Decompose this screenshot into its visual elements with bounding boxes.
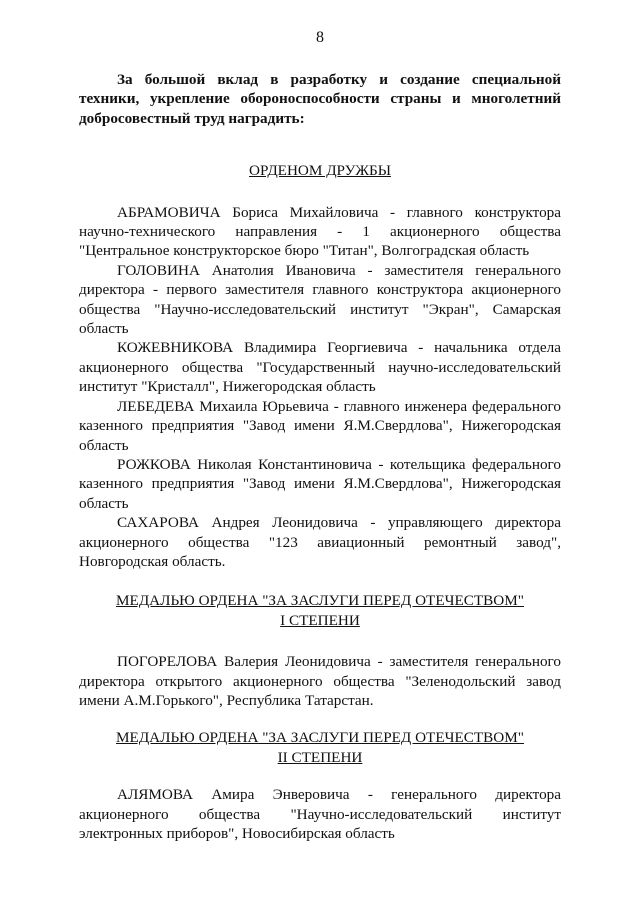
section-heading-order-of-friendship: [79, 161, 561, 180]
award-entry: АБРАМОВИЧА Бориса Михайловича - главного конструктора научно-технического направления - 1 акционерного общества "Центральное конструкторское бюро "Титан", Волгоградская область: [79, 203, 561, 260]
award-entry: ГОЛОВИНА Анатолия Ивановича - заместителя генерального директора - первого заместителя главного конструктора акционерного общества "Научно-исследовательский институт "Экран", Самарская область: [79, 261, 561, 338]
heading-line: МЕДАЛЬЮ ОРДЕНА "ЗА ЗАСЛУГИ ПЕРЕД ОТЕЧЕСТВОМ": [116, 592, 524, 610]
section-heading-medal-second-degree: [79, 728, 561, 767]
heading-line: МЕДАЛЬЮ ОРДЕНА "ЗА ЗАСЛУГИ ПЕРЕД ОТЕЧЕСТВОМ": [116, 729, 524, 747]
heading-line: II СТЕПЕНИ: [277, 748, 363, 766]
award-entry: РОЖКОВА Николая Константиновича - котельщика федерального казенного предприятия "Завод имени Я.М.Свердлова", Нижегородская область: [79, 455, 561, 512]
award-entry: АЛЯМОВА Амира Энверовича - генерального директора акционерного общества "Научно-исследовательский институт электронных приборов", Новосибирская область: [79, 786, 561, 842]
award-entry: ПОГОРЕЛОВА Валерия Леонидовича - заместителя генерального директора открытого акционерного общества "Зеленодольский завод имени А.М.Горького", Республика Татарстан.: [79, 653, 561, 709]
intro-paragraph: За большой вклад в разработку и создание специальной техники, укрепление обороноспособности страны и многолетний добросовестный труд наградить:: [79, 71, 561, 127]
award-entry: ЛЕБЕДЕВА Михаила Юрьевича - главного инженера федерального казенного предприятия "Завод имени Я.М.Свердлова", Нижегородская область: [79, 397, 561, 454]
award-entry: САХАРОВА Андрея Леонидовича - управляющего директора акционерного общества "123 авиационный ремонтный завод", Новгородская область.: [79, 514, 561, 570]
document-body: [79, 70, 561, 843]
heading-line: I СТЕПЕНИ: [280, 611, 360, 629]
award-entry: КОЖЕВНИКОВА Владимира Георгиевича - начальника отдела акционерного общества "Государственный научно-исследовательский институт "Кристалл", Нижегородская область: [79, 339, 561, 396]
section-heading-medal-first-degree: [79, 591, 561, 630]
heading-line: ОРДЕНОМ ДРУЖБЫ: [249, 162, 391, 180]
page-number: 8: [316, 29, 324, 46]
